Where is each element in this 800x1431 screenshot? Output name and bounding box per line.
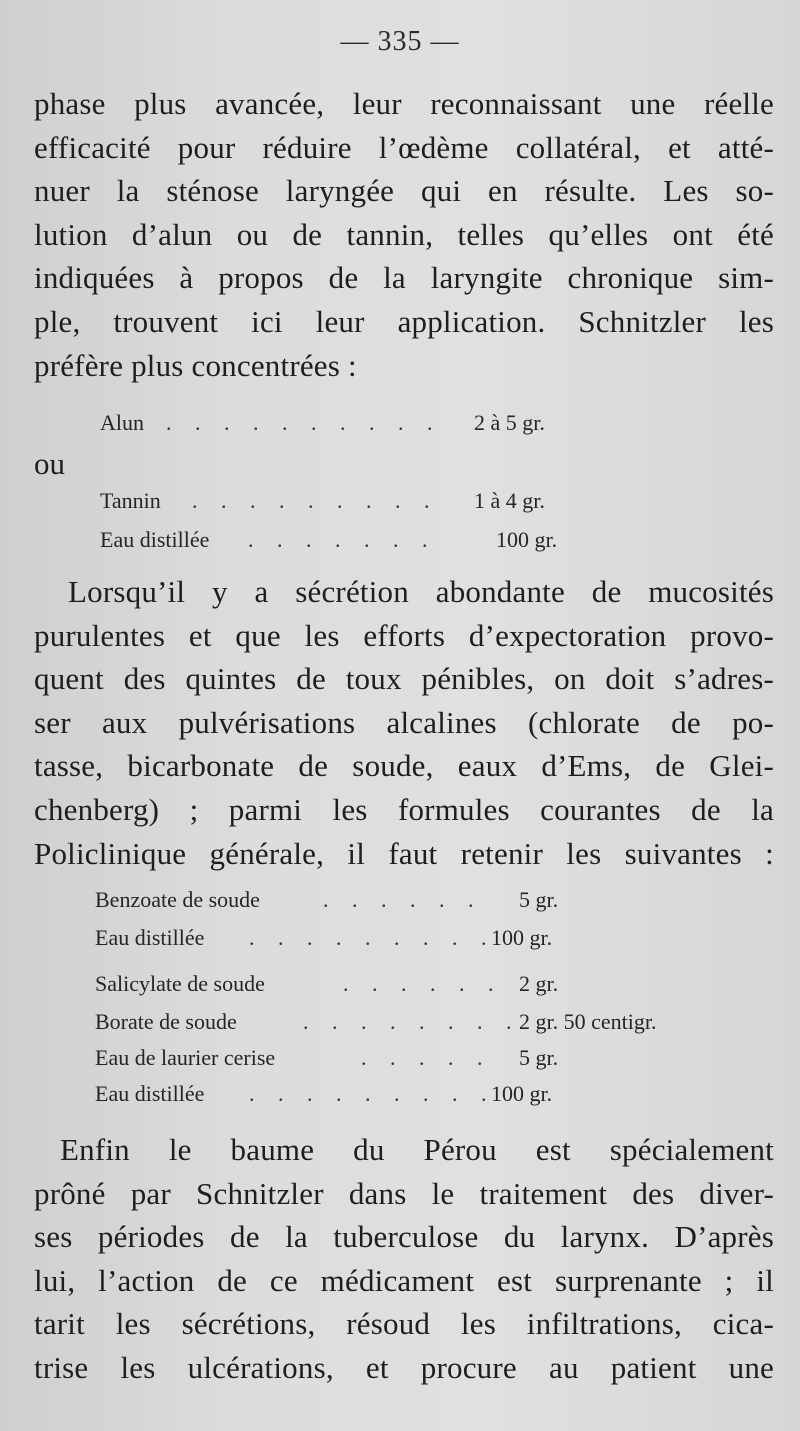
ingredient-quantity: 100 gr. bbox=[491, 925, 553, 950]
ingredient-name: Eau de laurier cerise bbox=[95, 1045, 276, 1070]
or-word: ou bbox=[34, 446, 65, 481]
formula-row bbox=[95, 882, 655, 918]
formula-row bbox=[95, 1040, 735, 1076]
ingredient-name: Tannin bbox=[100, 488, 161, 513]
ingredient-name: Benzoate de soude bbox=[95, 887, 260, 912]
ingredient-name: Salicylate de soude bbox=[95, 971, 265, 996]
formula-row bbox=[95, 1076, 735, 1112]
leader-dots: . . . . . . bbox=[343, 971, 503, 996]
ingredient-name: Eau distillée bbox=[95, 1081, 205, 1106]
formula-row bbox=[100, 483, 600, 519]
text-line: Policlinique générale, il faut retenir les suivantes : bbox=[34, 835, 774, 871]
text-line: ses périodes de la tuberculose du larynx. D’après bbox=[34, 1219, 774, 1255]
text-line: nuer la sténose laryngée qui en résulte. Les so- bbox=[34, 173, 774, 209]
text-line: efficacité pour réduire l’œdème collatéral, et atté- bbox=[34, 129, 774, 165]
leader-dots: . . . . . bbox=[361, 1045, 492, 1070]
paragraph-2 bbox=[34, 570, 774, 875]
leader-dots: . . . . . . . . . bbox=[192, 488, 439, 513]
page-number: — 335 — bbox=[340, 26, 460, 57]
ingredient-quantity: 5 gr. bbox=[519, 1045, 559, 1070]
ingredient-quantity: 100 gr. bbox=[496, 527, 558, 552]
ingredient-name: Alun bbox=[100, 410, 144, 435]
text-line: préfère plus concentrées : bbox=[34, 347, 357, 383]
formula-row bbox=[95, 1004, 735, 1040]
paragraph-3 bbox=[34, 1128, 774, 1390]
text-line: purulentes et que les efforts d’expectoration provo- bbox=[34, 617, 774, 653]
formula-row bbox=[95, 920, 655, 956]
text-line: lution d’alun ou de tannin, telles qu’elles ont été bbox=[34, 216, 774, 252]
ingredient-quantity: 100 gr. bbox=[491, 1081, 553, 1106]
ingredient-quantity: 1 à 4 gr. bbox=[474, 488, 545, 513]
leader-dots: . . . . . . . bbox=[248, 527, 437, 552]
text-line: trise les ulcérations, et procure au patient une bbox=[34, 1349, 774, 1385]
leader-dots: . . . . . . . . bbox=[303, 1009, 521, 1034]
text-line: lui, l’action de ce médicament est surprenante ; il bbox=[34, 1262, 774, 1298]
text-line: Enfin le baume du Pérou est spécialement bbox=[60, 1132, 774, 1167]
text-line: ple, trouvent ici leur application. Schnitzler les bbox=[34, 303, 774, 339]
formula-row bbox=[100, 522, 600, 558]
leader-dots: . . . . . . . . . bbox=[249, 925, 496, 950]
ingredient-quantity: 2 à 5 gr. bbox=[474, 410, 545, 435]
ingredient-quantity: 5 gr. bbox=[519, 887, 559, 912]
formula-row bbox=[100, 405, 600, 441]
leader-dots: . . . . . . . . . bbox=[249, 1081, 496, 1106]
ingredient-quantity: 2 gr. bbox=[519, 971, 559, 996]
ingredient-quantity: 2 gr. 50 centigr. bbox=[519, 1009, 657, 1034]
text-line: chenberg) ; parmi les formules courantes de la bbox=[34, 791, 774, 827]
text-line: phase plus avancée, leur reconnaissant une réelle bbox=[34, 86, 774, 121]
text-line: ser aux pulvérisations alcalines (chlorate de po- bbox=[34, 704, 774, 740]
text-line: tasse, bicarbonate de soude, eaux d’Ems, de Glei- bbox=[34, 748, 774, 784]
text-line: tarit les sécrétions, résoud les infiltrations, cica- bbox=[34, 1306, 774, 1342]
leader-dots: . . . . . . . . . . bbox=[166, 410, 442, 435]
text-line: quent des quintes de toux pénibles, on doit s’adres- bbox=[34, 661, 774, 697]
ingredient-name: Borate de soude bbox=[95, 1009, 237, 1034]
ingredient-name: Eau distillée bbox=[100, 527, 210, 552]
paragraph-1 bbox=[34, 82, 774, 387]
text-line: prôné par Schnitzler dans le traitement des diver- bbox=[34, 1175, 774, 1211]
text-line: Lorsqu’il y a sécrétion abondante de mucosités bbox=[68, 574, 774, 609]
leader-dots: . . . . . . bbox=[323, 887, 483, 912]
ingredient-name: Eau distillée bbox=[95, 925, 205, 950]
formula-row bbox=[95, 966, 735, 1002]
text-line: indiquées à propos de la laryngite chronique sim- bbox=[34, 260, 774, 296]
